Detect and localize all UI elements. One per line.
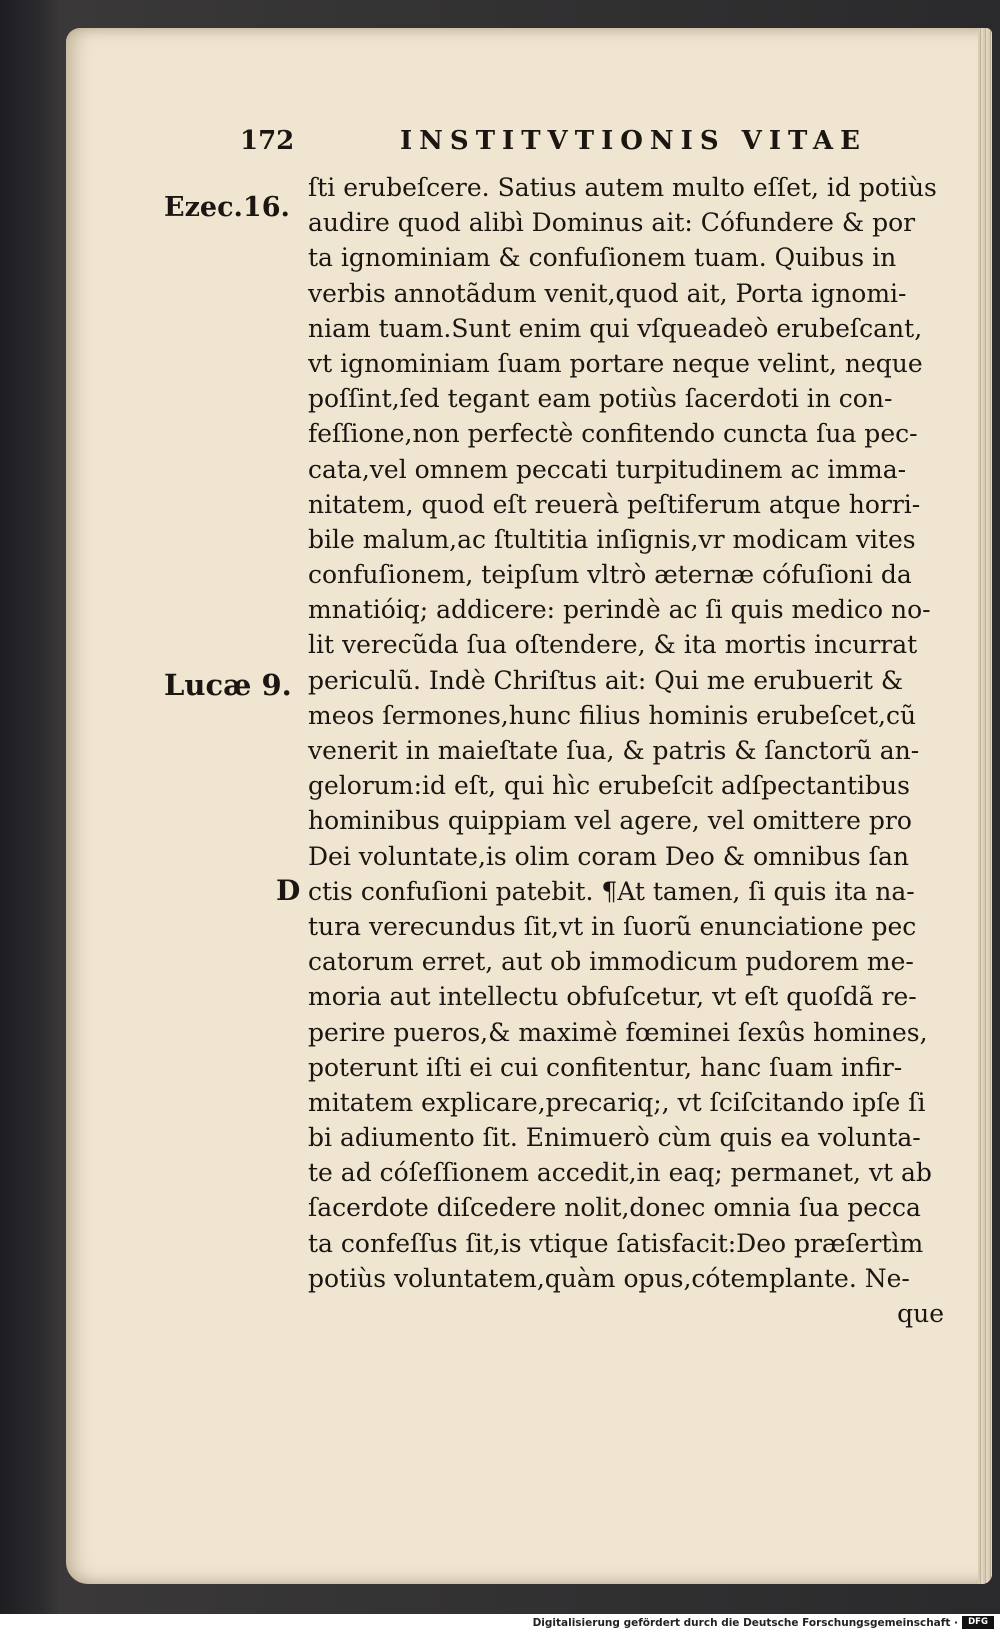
catchword: que xyxy=(897,1299,944,1328)
text-line: potiùs voluntatem,quàm opus,cótemplante. Ne- xyxy=(308,1263,910,1293)
text-line: bi adiumento ſit. Enimuerò cùm quis ea volunta- xyxy=(308,1123,921,1153)
margin-note-lucae: Lucæ 9. xyxy=(164,668,292,702)
margin-section-letter: D xyxy=(276,874,301,907)
text-line: niam tuam.Sunt enim qui vſqueadeò erubeſcant, xyxy=(308,313,923,343)
text-line: audire quod alibì Dominus ait: Cófundere & por xyxy=(308,208,916,238)
text-line: poterunt iſti ei cui confitentur, hanc ſuam infir- xyxy=(308,1052,903,1082)
text-line: lit verecũda ſua oſtendere, & ita mortis incurrat xyxy=(308,630,918,660)
text-line: Dei voluntate,is olim coram Deo & omnibus ſan xyxy=(308,841,909,871)
text-block xyxy=(308,170,948,1331)
text-line: gelorum:id eſt, qui hìc erubeſcit adſpectantibus xyxy=(308,771,910,801)
text-line: ta confeſſus ſit,is vtique ſatisfacit:Deo præſertìm xyxy=(308,1228,924,1258)
funding-credit: Digitalisierung gefördert durch die Deutsche Forschungsgemeinschaft · xyxy=(532,1617,958,1629)
text-line: moria aut intellectu obfuſcetur, vt eſt quoſdã re- xyxy=(308,982,917,1012)
text-line: verbis annotãdum venit,quod ait, Porta ignomi- xyxy=(308,278,907,308)
dfg-logo-icon: DFG xyxy=(962,1616,994,1629)
text-line: tura verecundus ſit,vt in ſuorũ enunciatione pec xyxy=(308,911,917,941)
text-line: mitatem explicare,precariq;, vt ſciſcitando ipſe ſi xyxy=(308,1087,926,1117)
text-line: bile malum,ac ſtultitia inſignis,vr modicam vites xyxy=(308,524,916,554)
text-line: meos ſermones,hunc filius hominis erubeſcet,cũ xyxy=(308,700,917,730)
text-line: nitatem, quod eſt reuerà peſtiferum atque horri- xyxy=(308,489,921,519)
page-edge xyxy=(978,28,992,1584)
text-line: confuſionem, teipſum vltrò æternæ cófuſioni da xyxy=(308,560,912,590)
text-line: hominibus quippiam vel agere, vel omittere pro xyxy=(308,806,912,836)
text-line: poſſint,ſed tegant eam potiùs ſacerdoti in con- xyxy=(308,384,893,414)
text-line: feſſione,non perfectè confitendo cuncta ſua pec- xyxy=(308,419,918,449)
text-line: ſti erubeſcere. Satius autem multo eſſet, id potiùs xyxy=(308,173,937,202)
text-line: ta ignominiam & confuſionem tuam. Quibus in xyxy=(308,243,897,273)
text-line: venerit in maieſtate ſua, & patris & ſanctorũ an- xyxy=(308,736,920,765)
page-number: 172 xyxy=(240,126,295,156)
text-line: perire pueros,& maximè fœminei ſexûs homines, xyxy=(308,1017,928,1047)
text-line: periculũ. Indè Chriſtus ait: Qui me erubuerit & xyxy=(308,665,904,695)
page-header xyxy=(240,126,910,162)
text-line: ctis confuſioni patebit. ¶At tamen, ſi quis ita na- xyxy=(308,876,915,906)
margin-note-ezec: Ezec.16. xyxy=(164,192,290,223)
text-line: mnatióiq; addicere: perindè ac ſi quis medico no- xyxy=(308,595,931,625)
running-title: INSTITVTIONIS VITAE xyxy=(400,126,867,156)
text-line: cata,vel omnem peccati turpitudinem ac imma- xyxy=(308,454,907,484)
text-line: te ad cóſeſſionem accedit,in eaq; permanet, vt ab xyxy=(308,1158,932,1188)
text-line: ſacerdote diſcedere nolit,donec omnia ſua pecca xyxy=(308,1193,921,1223)
text-line: catorum erret, aut ob immodicum pudorem me- xyxy=(308,947,914,977)
text-line: vt ignominiam ſuam portare neque velint, neque xyxy=(308,348,923,378)
